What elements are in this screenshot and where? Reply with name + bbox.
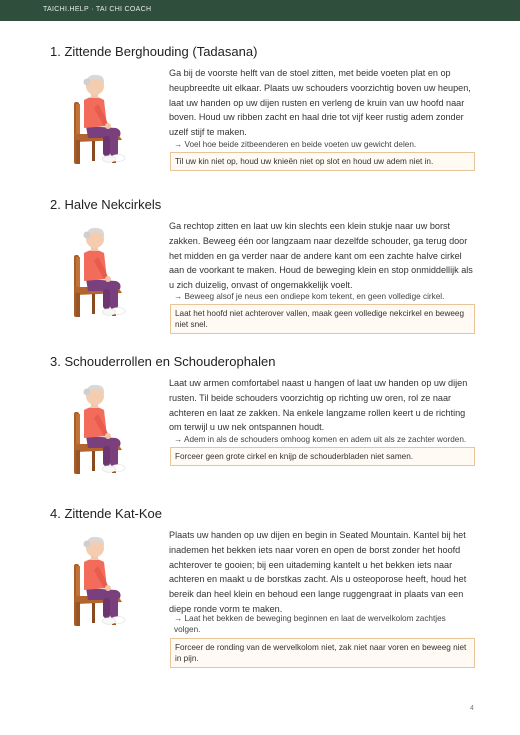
section-tip: → Adem in als de schouders omhoog komen en adem uit als ze zachter worden. xyxy=(174,435,467,444)
exercise-section-1 xyxy=(0,44,520,184)
exercise-section-3 xyxy=(0,354,520,484)
section-warning: Forceer geen grote cirkel en knijp de schouderbladen niet samen. xyxy=(170,447,475,466)
header-bar xyxy=(0,0,520,21)
section-tip: → Voel hoe beide zitbeenderen en beide voeten uw gewicht delen. xyxy=(174,140,417,149)
exercise-section-4 xyxy=(0,506,520,676)
section-warning: Laat het hoofd niet achterover vallen, maak geen volledige nekcirkel en beweeg niet snel. xyxy=(170,304,475,334)
section-title: 1. Zittende Berghouding (Tadasana) xyxy=(50,44,258,59)
page-number: 4 xyxy=(470,705,474,712)
section-body: Ga bij de voorste helft van de stoel zitten, met beide voeten plat en op heupbreedte uit elkaar. Plaats uw schouders voorzichtig boven uw heupen, laat uw handen op uw dijen rusten en verleng de kruin van uw hoofd naar boven. Houd uw ribben zacht en haal drie tot vijf keer rustig adem zonder uzelf stijf te maken. xyxy=(169,68,471,138)
section-warning: Forceer de ronding van de wervelkolom niet, zak niet naar voren en beweeg niet in pijn. xyxy=(170,638,475,668)
seated-exercise-illustration xyxy=(52,530,144,626)
section-body: Plaats uw handen op uw dijen en begin in Seated Mountain. Kantel bij het inademen het bekken iets naar voren en open de borst zonder het hoofd achterover te gooien; bij een uitademing kantelt u het bekken iets naar achteren en maakt u de borstkas zacht. Als u osteoporose heeft, houd het bereik dan heel klein en behoud een lange ruggengraat in plaats van een diepe ronde vorm te maken. xyxy=(169,530,467,614)
section-body: Ga rechtop zitten en laat uw kin slechts een klein stukje naar uw borst zakken. Beweeg één oor langzaam naar dezelfde schouder, ga terug door het midden en ga verder naar de andere kant om een zachte halve cirkel aan de voorkant te maken. Houd de beweging klein en stop onmiddellijk als u zich duizelig, onvast of ongemakkelijk voelt. xyxy=(169,221,473,291)
section-title: 2. Halve Nekcirkels xyxy=(50,197,162,212)
section-warning: Til uw kin niet op, houd uw knieën niet op slot en houd uw adem niet in. xyxy=(170,152,475,171)
seated-exercise-illustration xyxy=(52,378,144,474)
section-title: 4. Zittende Kat-Koe xyxy=(50,506,163,521)
exercise-section-2 xyxy=(0,197,520,347)
seated-exercise-illustration xyxy=(52,221,144,317)
seated-exercise-illustration xyxy=(52,68,144,164)
section-tip: → Laat het bekken de beweging beginnen en laat de wervelkolom zachtjes volgen. xyxy=(174,614,446,634)
header-text: TAICHI.HELP · TAI CHI COACH xyxy=(43,6,152,13)
section-body: Laat uw armen comfortabel naast u hangen of laat uw handen op uw dijen rusten. Til beide schouders voorzichtig op richting uw oren, rol ze naar achteren en laat ze zakken. Na enkele langzame rollen keert u de richting om terwijl u uw nek ontspannen houdt. xyxy=(169,378,468,433)
section-title: 3. Schouderrollen en Schouderophalen xyxy=(50,354,276,369)
section-tip: → Beweeg alsof je neus een ondiepe kom tekent, en geen volledige cirkel. xyxy=(174,292,445,301)
